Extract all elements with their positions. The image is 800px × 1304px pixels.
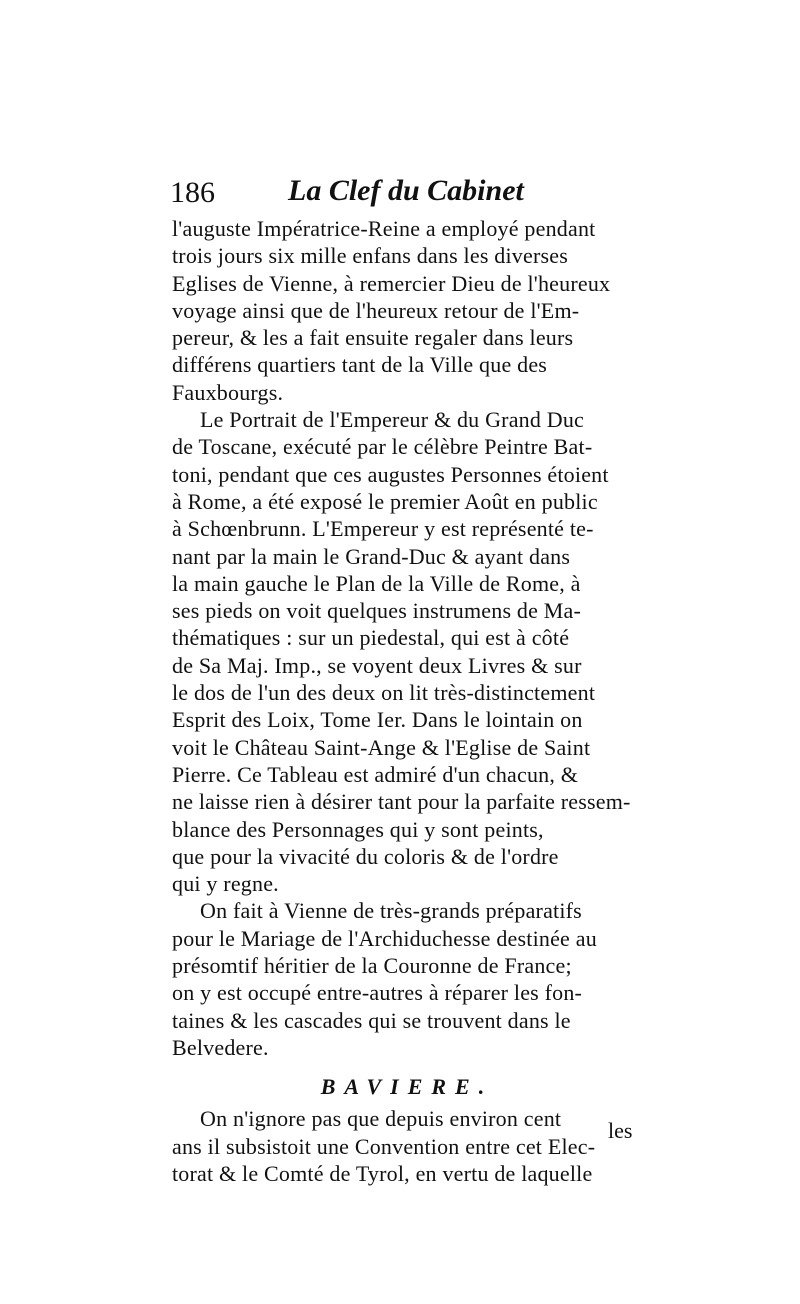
- text-line: la main gauche le Plan de la Ville de Rome, à: [172, 570, 581, 596]
- text-line: Pierre. Ce Tableau est admiré d'un chacun, &: [172, 761, 579, 787]
- text-line: ans il subsistoit une Convention entre cet Elec-: [172, 1133, 596, 1159]
- page-header: [170, 176, 640, 216]
- text-line: on y est occupé entre-autres à réparer les fon-: [172, 980, 583, 1006]
- text-line: à Rome, a été exposé le premier Août en public: [172, 488, 598, 514]
- running-title: La Clef du Cabinet: [288, 174, 524, 207]
- text-line: Esprit des Loix, Tome Ier. Dans le lointain on: [172, 707, 583, 733]
- text-line: l'auguste Impératrice-Reine a employé pendant: [172, 216, 596, 241]
- text-line: qui y regne.: [172, 871, 279, 897]
- text-line: le dos de l'un des deux on lit très-distinctement: [172, 680, 596, 706]
- catchword: les: [608, 1118, 633, 1143]
- section-heading: BAVIERE.: [320, 1074, 494, 1100]
- text-line: différens quartiers tant de la Ville que des: [172, 352, 548, 378]
- body-text: [172, 215, 642, 1187]
- text-line: ne laisse rien à désirer tant pour la parfaite ressem-: [172, 789, 631, 815]
- text-line: Fauxbourgs.: [172, 379, 284, 405]
- text-line: toni, pendant que ces augustes Personnes étoient: [172, 461, 609, 487]
- text-line: torat & le Comté de Tyrol, en vertu de laquelle: [172, 1160, 593, 1186]
- text-line: de Toscane, exécuté par le célèbre Peintre Bat-: [172, 434, 593, 460]
- text-line: On n'ignore pas que depuis environ cent: [200, 1106, 562, 1132]
- text-line: à Schœnbrunn. L'Empereur y est représenté te-: [172, 516, 594, 542]
- text-line: Le Portrait de l'Empereur & du Grand Duc: [200, 407, 585, 433]
- text-line: Eglises de Vienne, à remercier Dieu de l'heureux: [172, 270, 611, 296]
- text-line: voyage ainsi que de l'heureux retour de l'Em-: [172, 297, 580, 323]
- text-line: de Sa Maj. Imp., se voyent deux Livres & sur: [172, 652, 582, 678]
- text-line: Belvedere.: [172, 1034, 269, 1060]
- text-line: trois jours six mille enfans dans les diverses: [172, 243, 568, 269]
- text-line: que pour la vivacité du coloris & de l'ordre: [172, 843, 559, 869]
- text-line: ses pieds on voit quelques instrumens de Ma-: [172, 598, 582, 624]
- text-line: thématiques : sur un piedestal, qui est à côté: [172, 625, 570, 651]
- page-number: 186: [170, 176, 215, 209]
- text-line: présomtif héritier de la Couronne de France;: [172, 953, 572, 979]
- text-line: voit le Château Saint-Ange & l'Eglise de Saint: [172, 734, 591, 760]
- text-line: pereur, & les a fait ensuite regaler dans leurs: [172, 325, 574, 351]
- text-line: blance des Personnages qui y sont peints,: [172, 816, 544, 842]
- text-line: taines & les cascades qui se trouvent dans le: [172, 1007, 571, 1033]
- text-line: pour le Mariage de l'Archiduchesse destinée au: [172, 925, 597, 951]
- text-line: nant par la main le Grand-Duc & ayant dans: [172, 543, 571, 569]
- text-line: On fait à Vienne de très-grands préparatifs: [200, 898, 582, 924]
